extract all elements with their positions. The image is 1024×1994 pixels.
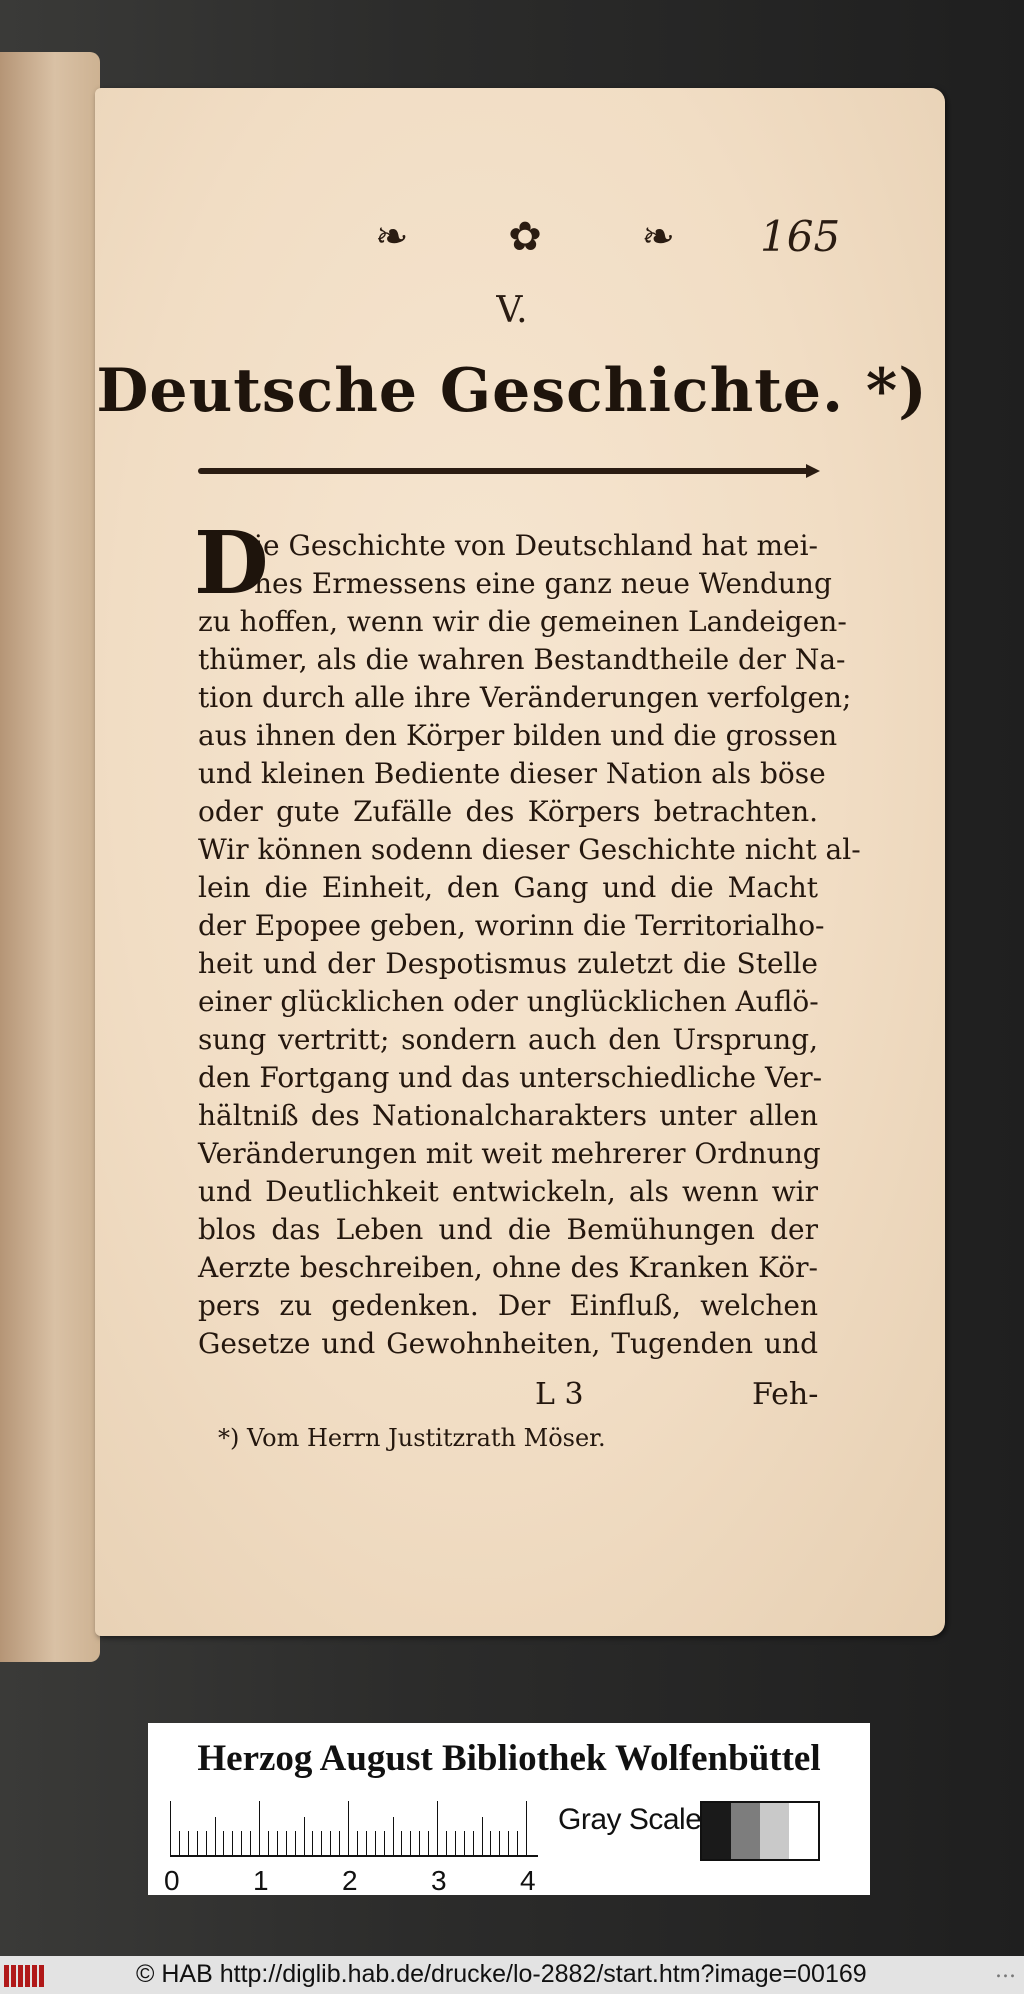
ruler-tick bbox=[170, 1801, 171, 1857]
copyright-link[interactable]: © HAB http://diglib.hab.de/drucke/lo-2882/start.htm?image=00169 bbox=[136, 1960, 867, 1988]
ornament-icon: ❧ bbox=[641, 214, 675, 260]
ruler-tick bbox=[357, 1831, 358, 1857]
ruler-tick bbox=[375, 1831, 376, 1857]
text-line: den Fortgang und das unterschiedliche Ver- bbox=[198, 1061, 823, 1094]
ruler-label: 1 bbox=[253, 1865, 269, 1896]
text-line: nes Ermessens eine ganz neue Wendung bbox=[254, 567, 832, 600]
ruler-tick bbox=[312, 1831, 313, 1857]
ruler-tick bbox=[473, 1831, 474, 1857]
header-ornaments bbox=[375, 212, 675, 262]
catchword: Feh- bbox=[752, 1377, 819, 1412]
ruler-tick bbox=[482, 1817, 483, 1857]
ruler-tick bbox=[428, 1831, 429, 1857]
text-line: und kleinen Bediente dieser Nation als böse bbox=[198, 757, 826, 790]
ruler-tick bbox=[295, 1831, 296, 1857]
gray-swatch bbox=[702, 1803, 731, 1859]
text-line: Gesetze und Gewohnheiten, Tugenden und bbox=[198, 1327, 818, 1360]
gray-swatch bbox=[760, 1803, 789, 1859]
gray-swatch bbox=[789, 1803, 818, 1859]
ruler-tick bbox=[304, 1817, 305, 1857]
ruler-tick bbox=[215, 1817, 216, 1857]
ruler-tick bbox=[250, 1831, 251, 1857]
text-line: der Epopee geben, worinn die Territorialho- bbox=[198, 909, 825, 942]
ruler-tick bbox=[348, 1801, 349, 1857]
ruler-tick bbox=[437, 1801, 438, 1857]
more-menu-icon[interactable]: ... bbox=[995, 1958, 1016, 1983]
viewer-footer bbox=[0, 1956, 1024, 1994]
ruler-tick bbox=[197, 1831, 198, 1857]
section-number: V. bbox=[496, 290, 528, 331]
text-line: oder gute Zufälle des Körpers betrachten. bbox=[198, 795, 818, 828]
ruler-tick bbox=[286, 1831, 287, 1857]
ruler-tick bbox=[241, 1831, 242, 1857]
ruler-tick bbox=[206, 1831, 207, 1857]
ruler-tick bbox=[499, 1831, 500, 1857]
ruler-tick bbox=[410, 1831, 411, 1857]
ruler-tick bbox=[232, 1831, 233, 1857]
ruler-tick bbox=[223, 1831, 224, 1857]
ruler-label: 4 bbox=[520, 1865, 536, 1896]
ruler-tick bbox=[464, 1831, 465, 1857]
body-text bbox=[194, 513, 861, 1363]
ruler-tick bbox=[321, 1831, 322, 1857]
ornament-icon: ✿ bbox=[508, 214, 542, 260]
ruler-tick bbox=[384, 1831, 385, 1857]
ruler-tick bbox=[188, 1831, 189, 1857]
ruler-tick bbox=[259, 1801, 260, 1857]
ruler-tick bbox=[517, 1831, 518, 1857]
ruler-baseline bbox=[170, 1855, 538, 1857]
hab-logo-icon bbox=[4, 1965, 44, 1987]
ornament-icon: ❧ bbox=[375, 214, 409, 260]
signature-mark: L 3 bbox=[535, 1377, 584, 1412]
text-line: einer glücklichen oder unglücklichen Auflö- bbox=[198, 985, 819, 1018]
ruler-label: 0 bbox=[164, 1865, 180, 1896]
ruler-label: 2 bbox=[342, 1865, 358, 1896]
library-name: Herzog August Bibliothek Wolfenbüttel bbox=[197, 1738, 821, 1779]
measurement-ruler bbox=[170, 1797, 540, 1857]
text-line: Veränderungen mit weit mehrerer Ordnung bbox=[198, 1137, 821, 1170]
ruler-tick bbox=[393, 1817, 394, 1857]
ruler-tick bbox=[401, 1831, 402, 1857]
ruler-label: 3 bbox=[431, 1865, 447, 1896]
ruler-tick bbox=[526, 1801, 527, 1857]
ruler-tick bbox=[179, 1831, 180, 1857]
text-line: blos das Leben und die Bemühungen der bbox=[198, 1213, 818, 1246]
gray-scale-label: Gray Scale bbox=[558, 1803, 702, 1836]
drop-cap: D bbox=[194, 513, 269, 614]
ruler-tick bbox=[366, 1831, 367, 1857]
ruler-tick bbox=[455, 1831, 456, 1857]
gray-swatch bbox=[731, 1803, 760, 1859]
ruler-tick bbox=[268, 1831, 269, 1857]
ruler-tick bbox=[277, 1831, 278, 1857]
gray-scale-swatches bbox=[700, 1801, 820, 1861]
text-line: und Deutlichkeit entwickeln, als wenn wir bbox=[198, 1175, 818, 1208]
text-line: zu hoffen, wenn wir die gemeinen Landeigen- bbox=[198, 605, 847, 638]
text-line: tion durch alle ihre Veränderungen verfolgen; bbox=[198, 681, 852, 714]
text-line: thümer, als die wahren Bestandtheile der Na- bbox=[198, 643, 846, 676]
chapter-title: Deutsche Geschichte. *) bbox=[96, 356, 928, 426]
title-rule bbox=[198, 468, 816, 474]
ruler-tick bbox=[330, 1831, 331, 1857]
text-line: hältniß des Nationalcharakters unter allen bbox=[198, 1099, 818, 1132]
text-line: aus ihnen den Körper bilden und die grossen bbox=[198, 719, 838, 752]
page-number: 165 bbox=[760, 212, 841, 261]
footnote: *) Vom Herrn Justitzrath Möser. bbox=[218, 1424, 606, 1452]
text-line: sung vertritt; sondern auch den Ursprung, bbox=[198, 1023, 818, 1056]
text-line: heit und der Despotismus zuletzt die Stelle bbox=[198, 947, 818, 980]
ruler-tick bbox=[490, 1831, 491, 1857]
ruler-tick bbox=[446, 1831, 447, 1857]
library-color-card bbox=[148, 1723, 870, 1895]
ruler-tick bbox=[339, 1831, 340, 1857]
text-line: Wir können sodenn dieser Geschichte nicht al- bbox=[198, 833, 861, 866]
text-line: lein die Einheit, den Gang und die Macht bbox=[198, 871, 818, 904]
text-line: pers zu gedenken. Der Einfluß, welchen bbox=[198, 1289, 818, 1322]
ruler-tick bbox=[508, 1831, 509, 1857]
ruler-tick bbox=[419, 1831, 420, 1857]
text-line: ie Geschichte von Deutschland hat mei- bbox=[254, 529, 818, 562]
text-line: Aerzte beschreiben, ohne des Kranken Kör- bbox=[198, 1251, 818, 1284]
